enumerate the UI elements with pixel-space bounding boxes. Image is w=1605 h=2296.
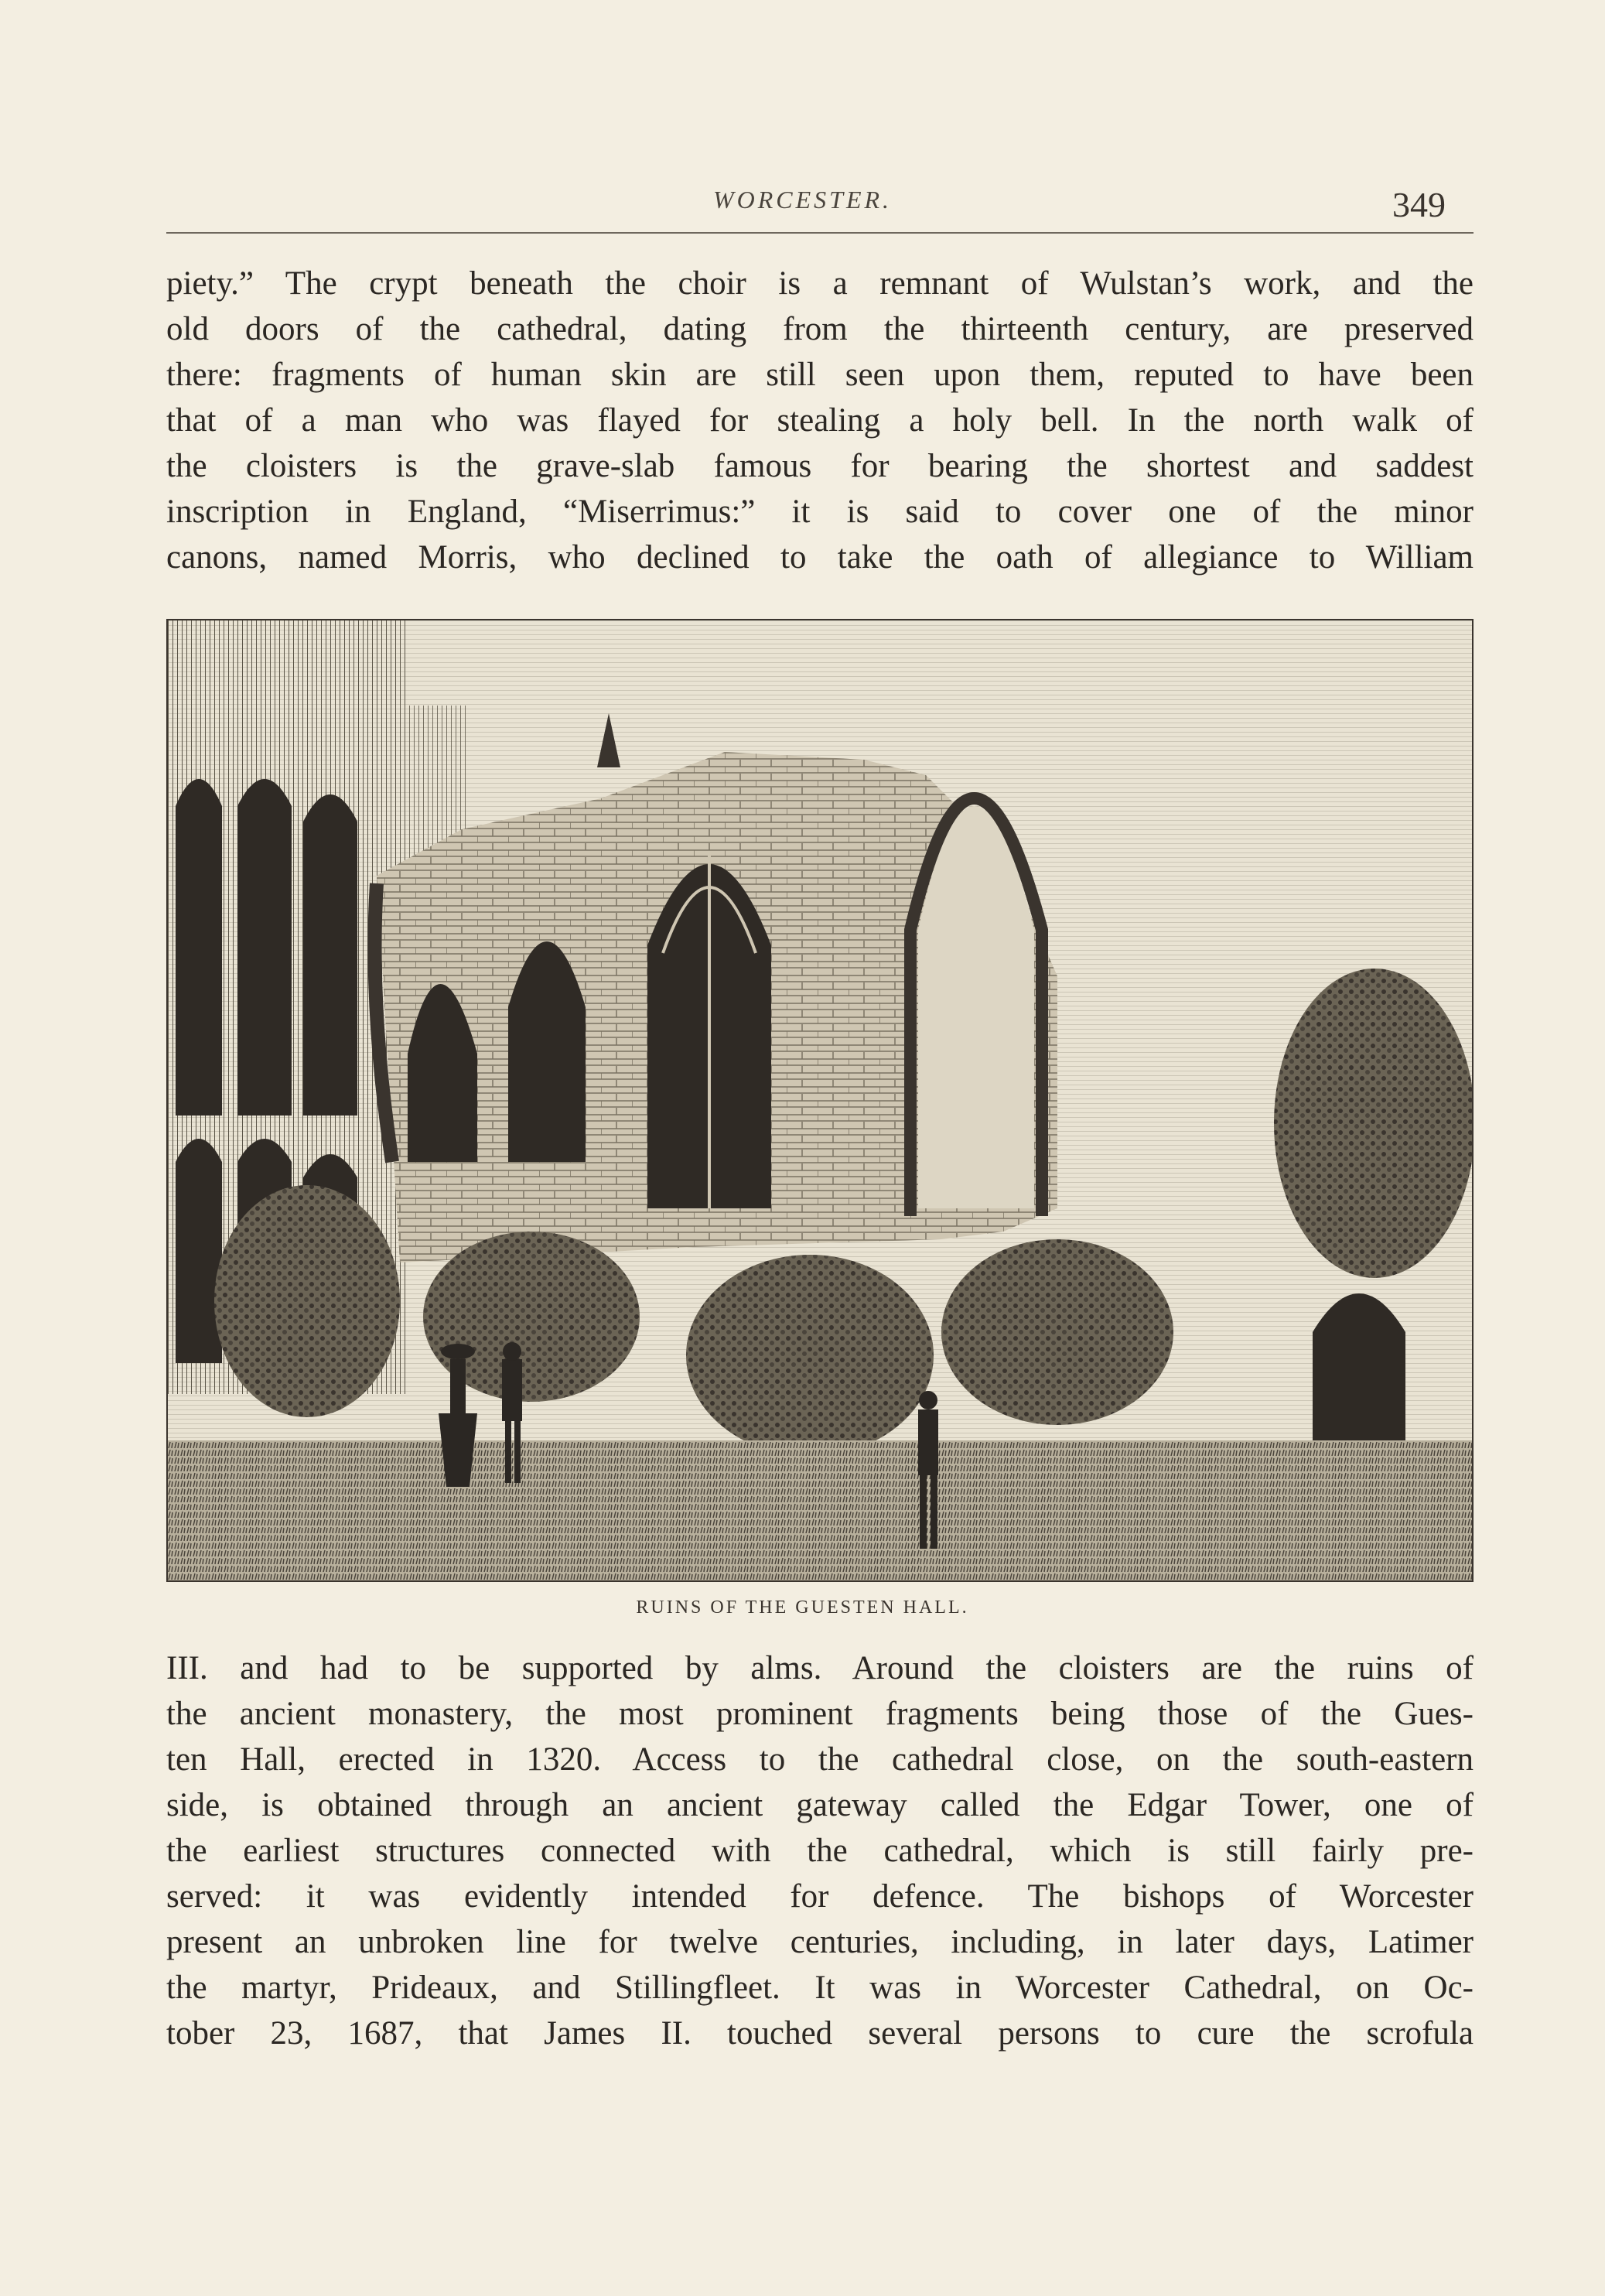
- body-paragraph-top: [166, 261, 1474, 580]
- running-title: WORCESTER.: [712, 186, 893, 214]
- text-line: tober 23, 1687, that James II. touched several persons to cure the scrofula: [166, 2015, 1474, 2052]
- figure-caption: RUINS OF THE GUESTEN HALL.: [636, 1597, 969, 1618]
- text-line: side, is obtained through an ancient gateway called the Edgar Tower, one of: [166, 1787, 1474, 1823]
- text-line: III. and had to be supported by alms. Around the cloisters are the ruins of: [166, 1650, 1474, 1686]
- text-line: the cloisters is the grave-slab famous for bearing the shortest and saddest: [166, 448, 1474, 484]
- engraving-illustration: [166, 619, 1474, 1582]
- stone-doorway: [1313, 1293, 1405, 1456]
- page-number: 349: [1392, 185, 1446, 224]
- ruined-hall-wall: [377, 752, 1057, 1262]
- text-line: inscription in England, “Miserrimus:” it is said to cover one of the minor: [166, 494, 1474, 530]
- text-line: there: fragments of human skin are still seen upon them, reputed to have been: [166, 357, 1474, 393]
- text-line: the ancient monastery, the most prominent fragments being those of the Gues-: [166, 1696, 1474, 1732]
- text-line: that of a man who was flayed for stealing a holy bell. In the north walk of: [166, 402, 1474, 439]
- text-line: piety.” The crypt beneath the choir is a remnant of Wulstan’s work, and the: [166, 265, 1474, 302]
- text-line: ten Hall, erected in 1320. Access to the cathedral close, on the south-eastern: [166, 1741, 1474, 1778]
- text-line: the martyr, Prideaux, and Stillingfleet. It was in Worcester Cathedral, on Oc-: [166, 1970, 1474, 2006]
- text-line: present an unbroken line for twelve centuries, including, in later days, Latimer: [166, 1924, 1474, 1960]
- text-line: the earliest structures connected with the cathedral, which is still fairly pre-: [166, 1833, 1474, 1869]
- text-line: old doors of the cathedral, dating from the thirteenth century, are preserved: [166, 311, 1474, 347]
- header-rule: [166, 232, 1474, 234]
- text-line: served: it was evidently intended for defence. The bishops of Worcester: [166, 1878, 1474, 1915]
- body-paragraph-bottom: [166, 1645, 1474, 2056]
- text-line: canons, named Morris, who declined to take the oath of allegiance to William: [166, 539, 1474, 576]
- grass-ground: [168, 1440, 1472, 1580]
